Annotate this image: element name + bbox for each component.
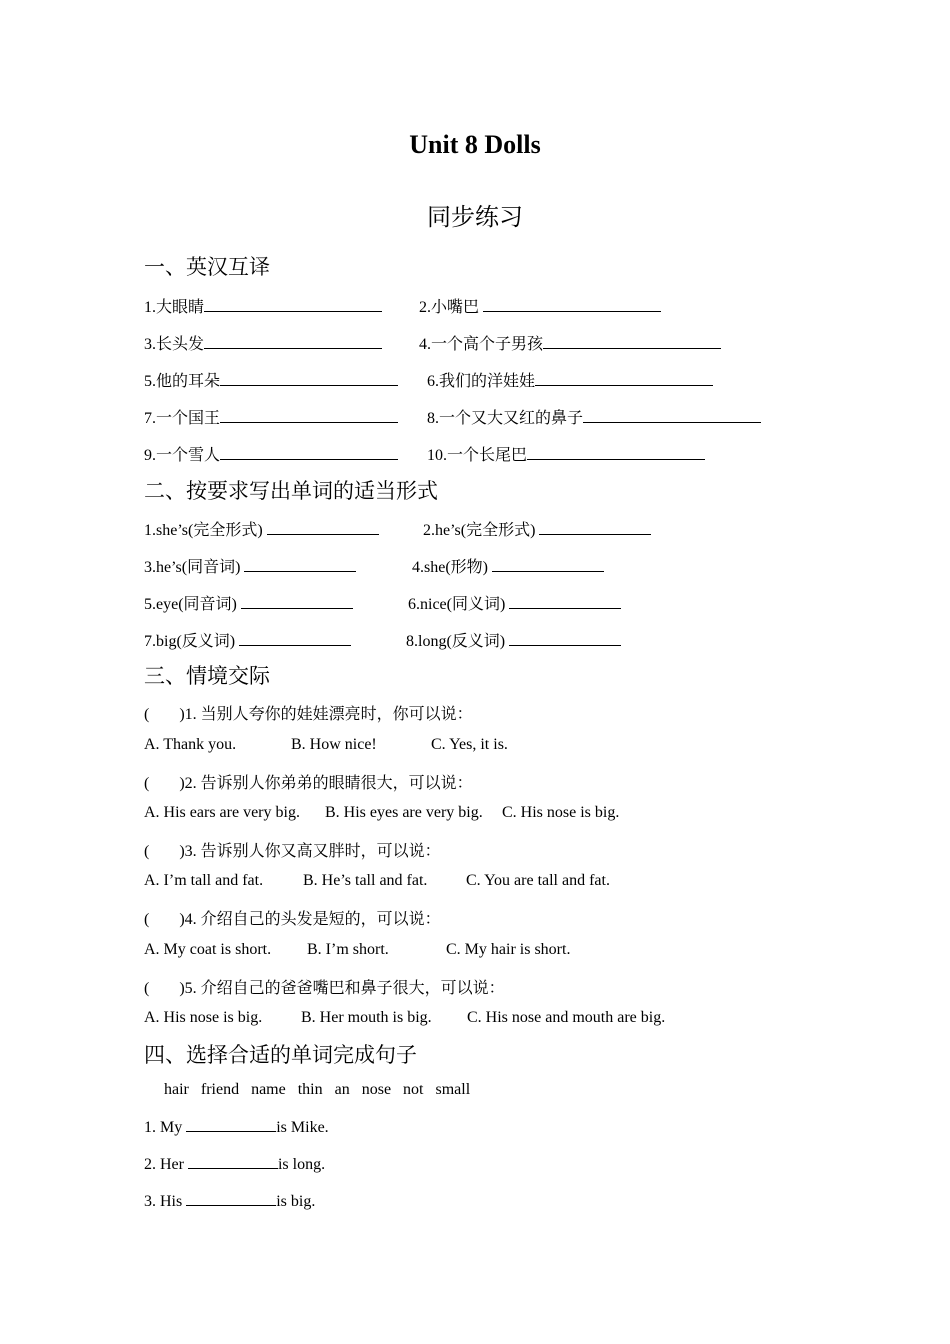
option-b: B. He’s tall and fat. <box>303 872 428 889</box>
word-bank: hair friend name thin an nose not small <box>164 1081 471 1098</box>
answer-blank[interactable] <box>527 445 705 460</box>
question-text: )5. 介绍自己的爸爸嘴巴和鼻子很大，可以说： <box>179 980 505 997</box>
translate-item: 2.小嘴巴 <box>419 299 480 316</box>
option-b: B. I’m short. <box>307 941 389 958</box>
section-heading-1: 一、英汉互译 <box>144 255 270 279</box>
translate-item: 7.一个国王 <box>144 410 221 427</box>
word-form-item: 8.long(反义词) <box>406 633 506 650</box>
answer-blank[interactable] <box>509 631 621 646</box>
option-a: A. I’m tall and fat. <box>144 872 264 889</box>
answer-blank[interactable] <box>583 408 761 423</box>
option-c: C. Yes, it is. <box>431 736 508 753</box>
answer-blank[interactable] <box>267 520 379 535</box>
answer-blank[interactable] <box>483 297 661 312</box>
word-form-item: 7.big(反义词) <box>144 633 236 650</box>
answer-blank[interactable] <box>535 371 713 386</box>
answer-blank[interactable] <box>241 594 353 609</box>
translate-item: 10.一个长尾巴 <box>427 447 528 464</box>
answer-blank[interactable] <box>539 520 651 535</box>
answer-blank[interactable] <box>509 594 621 609</box>
translate-item: 8.一个又大又红的鼻子 <box>427 410 584 427</box>
page-title: Unit 8 Dolls <box>409 130 541 159</box>
fill-sentence: 2. Her is long. <box>144 1156 326 1173</box>
option-c: C. His nose and mouth are big. <box>467 1009 666 1026</box>
option-a: A. Thank you. <box>144 736 237 753</box>
word-form-item: 1.she’s(完全形式) <box>144 522 263 539</box>
translate-item: 4.一个高个子男孩 <box>419 336 544 353</box>
translate-item: 6.我们的洋娃娃 <box>427 373 536 390</box>
answer-blank[interactable] <box>220 408 398 423</box>
answer-blank[interactable] <box>220 371 398 386</box>
word-form-item: 6.nice(同义词) <box>408 596 506 613</box>
option-a: A. His ears are very big. <box>144 804 300 821</box>
word-form-item: 2.he’s(完全形式) <box>423 522 536 539</box>
option-c: C. My hair is short. <box>446 941 571 958</box>
section-heading-3: 三、情境交际 <box>144 664 270 688</box>
section-heading-4: 四、选择合适的单词完成句子 <box>144 1043 417 1067</box>
question-text: )4. 介绍自己的头发是短的，可以说： <box>179 911 441 928</box>
question-row: ( )4. 介绍自己的头发是短的，可以说： <box>144 911 441 928</box>
option-a: A. His nose is big. <box>144 1009 263 1026</box>
answer-blank[interactable] <box>186 1191 276 1206</box>
option-b: B. How nice! <box>291 736 377 753</box>
question-text: )2. 告诉别人你弟弟的眼睛很大，可以说： <box>179 775 473 792</box>
answer-blank[interactable] <box>204 334 382 349</box>
answer-blank[interactable] <box>239 631 351 646</box>
option-a: A. My coat is short. <box>144 941 272 958</box>
answer-blank[interactable] <box>244 557 356 572</box>
translate-item: 3.长头发 <box>144 336 205 353</box>
question-text: )3. 告诉别人你又高又胖时，可以说： <box>179 843 441 860</box>
question-row: ( )3. 告诉别人你又高又胖时，可以说： <box>144 843 441 860</box>
answer-blank[interactable] <box>220 445 398 460</box>
translate-item: 1.大眼睛 <box>144 299 205 316</box>
translate-item: 5.他的耳朵 <box>144 373 221 390</box>
translate-item: 9.一个雪人 <box>144 447 221 464</box>
answer-blank[interactable] <box>543 334 721 349</box>
question-row: ( )2. 告诉别人你弟弟的眼睛很大，可以说： <box>144 775 473 792</box>
section-heading-2: 二、按要求写出单词的适当形式 <box>144 479 438 503</box>
option-b: B. Her mouth is big. <box>301 1009 432 1026</box>
fill-sentence: 1. My is Mike. <box>144 1119 329 1136</box>
answer-blank[interactable] <box>204 297 382 312</box>
answer-blank[interactable] <box>188 1154 278 1169</box>
option-c: C. You are tall and fat. <box>466 872 610 889</box>
option-b: B. His eyes are very big. <box>325 804 483 821</box>
word-form-item: 4.she(形物) <box>412 559 488 576</box>
fill-sentence: 3. His is big. <box>144 1193 316 1210</box>
option-c: C. His nose is big. <box>502 804 620 821</box>
answer-blank[interactable] <box>186 1117 276 1132</box>
question-row: ( )1. 当别人夸你的娃娃漂亮时，你可以说： <box>144 706 473 723</box>
answer-blank[interactable] <box>492 557 604 572</box>
question-row: ( )5. 介绍自己的爸爸嘴巴和鼻子很大，可以说： <box>144 980 505 997</box>
page-subtitle: 同步练习 <box>427 205 523 231</box>
word-form-item: 3.he’s(同音词) <box>144 559 241 576</box>
question-text: )1. 当别人夸你的娃娃漂亮时，你可以说： <box>179 706 473 723</box>
word-form-item: 5.eye(同音词) <box>144 596 237 613</box>
